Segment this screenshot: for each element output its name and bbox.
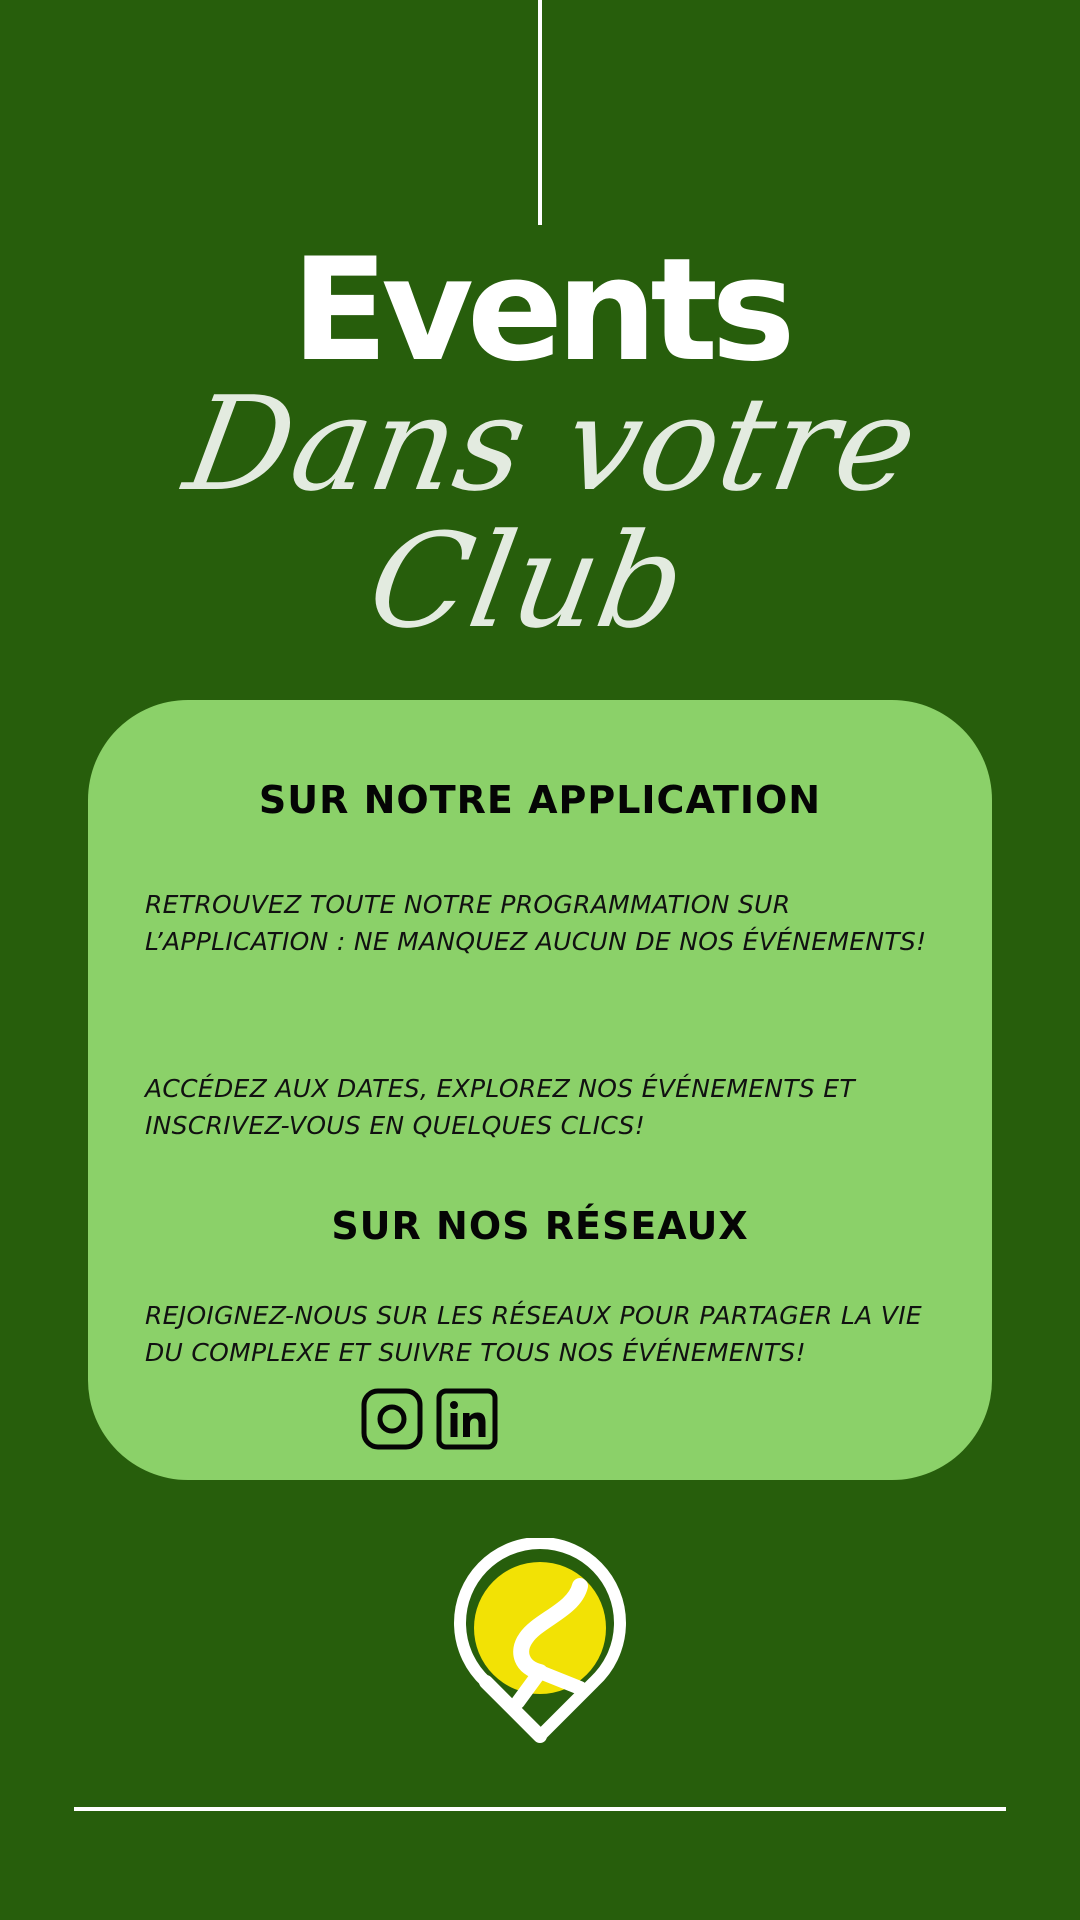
tennis-ball-pin-logo bbox=[450, 1538, 630, 1750]
page-subtitle: Dans votre Club bbox=[175, 368, 929, 657]
page-title: Events bbox=[291, 228, 789, 393]
info-card bbox=[88, 700, 992, 1480]
instagram-icon[interactable] bbox=[361, 1388, 423, 1450]
top-vertical-divider bbox=[538, 0, 542, 225]
app-paragraph-1: RETROUVEZ TOUTE NOTRE PROGRAMMATION SUR L’APPLICATION : NE MANQUEZ AUCUN DE NOS ÉVÉNEMENTS! bbox=[145, 890, 927, 956]
social-section-title: SUR NOS RÉSEAUX bbox=[331, 1204, 749, 1248]
linkedin-icon[interactable] bbox=[436, 1388, 498, 1450]
app-section-title: SUR NOTRE APPLICATION bbox=[258, 778, 822, 822]
app-paragraph-2: ACCÉDEZ AUX DATES, EXPLOREZ NOS ÉVÉNEMENTS ET INSCRIVEZ-VOUS EN QUELQUES CLICS! bbox=[145, 1074, 855, 1140]
social-paragraph: REJOIGNEZ-NOUS SUR LES RÉSEAUX POUR PARTAGER LA VIE DU COMPLEXE ET SUIVRE TOUS NOS ÉVÉNEMENTS! bbox=[145, 1301, 922, 1367]
bottom-divider bbox=[74, 1807, 1006, 1811]
